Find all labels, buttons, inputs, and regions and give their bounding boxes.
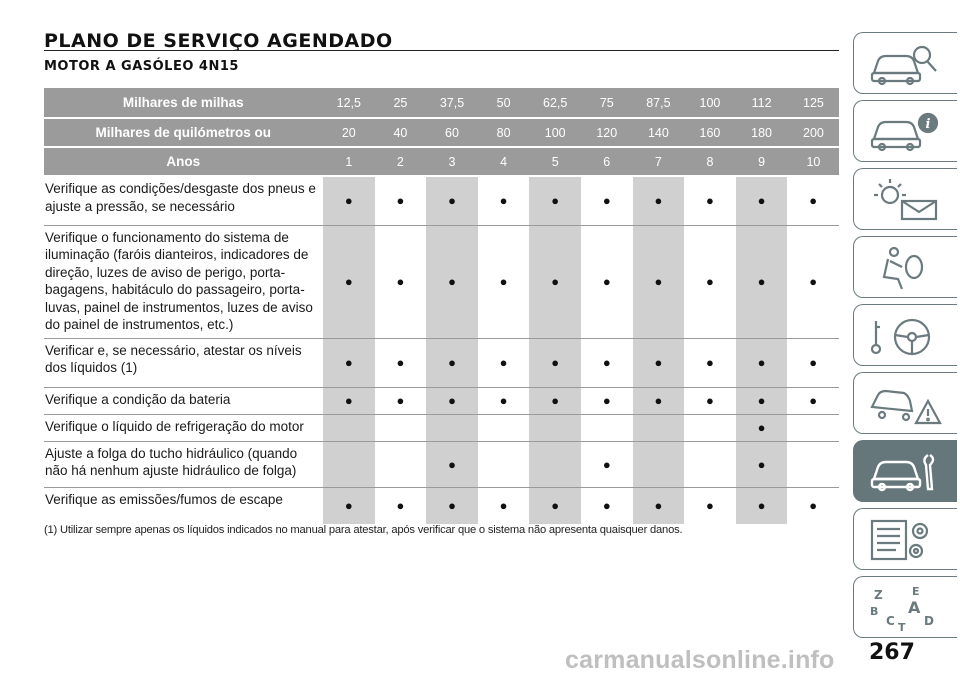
check-mark-cell: ●	[581, 338, 633, 387]
header-value: 80	[478, 118, 530, 147]
empty-cell	[323, 441, 375, 487]
check-mark-cell: ●	[787, 338, 839, 387]
check-mark-cell: ●	[581, 176, 633, 225]
check-mark-cell: ●	[529, 225, 581, 338]
check-mark-cell: ●	[426, 387, 478, 414]
check-mark-cell: ●	[736, 225, 788, 338]
title-rule	[44, 50, 839, 51]
check-mark-cell: ●	[787, 176, 839, 225]
check-mark-cell: ●	[736, 387, 788, 414]
header-value: 40	[375, 118, 427, 147]
check-mark-cell: ●	[375, 225, 427, 338]
check-mark-cell: ●	[633, 176, 685, 225]
table-row	[44, 414, 839, 441]
list-gears-icon	[868, 517, 944, 563]
svg-text:D: D	[924, 614, 934, 628]
header-value: 75	[581, 88, 633, 118]
seat-airbag-icon	[868, 245, 944, 291]
header-value: 87,5	[633, 88, 685, 118]
maintenance-schedule-table	[44, 88, 839, 524]
page-number: 267	[869, 640, 915, 665]
header-value: 7	[633, 147, 685, 176]
check-mark-cell: ●	[581, 225, 633, 338]
empty-cell	[633, 441, 685, 487]
header-value: 4	[478, 147, 530, 176]
alphabet-index-icon	[868, 585, 944, 631]
check-mark-cell: ●	[478, 338, 530, 387]
task-label: Verificar e, se necessário, atestar os níveis dos líquidos (1)	[44, 338, 323, 387]
table-row	[44, 441, 839, 487]
task-label: Verifique as emissões/fumos de escape	[44, 487, 323, 524]
header-label: Milhares de quilómetros ou	[44, 118, 323, 147]
tab-emergency[interactable]	[853, 372, 957, 434]
car-search-icon	[868, 41, 944, 87]
header-value: 1	[323, 147, 375, 176]
check-mark-cell: ●	[787, 487, 839, 524]
header-value: 12,5	[323, 88, 375, 118]
empty-cell	[787, 414, 839, 441]
check-mark-cell: ●	[529, 176, 581, 225]
check-mark-cell: ●	[736, 176, 788, 225]
warning-light-message-icon	[868, 177, 944, 223]
check-mark-cell: ●	[529, 487, 581, 524]
header-row	[44, 88, 839, 118]
tab-technical-data[interactable]	[853, 508, 957, 570]
key-steering-wheel-icon	[868, 313, 944, 359]
header-value: 160	[684, 118, 736, 147]
empty-cell	[529, 441, 581, 487]
empty-cell	[529, 414, 581, 441]
header-value: 200	[787, 118, 839, 147]
check-mark-cell: ●	[375, 176, 427, 225]
header-row	[44, 147, 839, 176]
check-mark-cell: ●	[426, 487, 478, 524]
check-mark-cell: ●	[581, 487, 633, 524]
task-label: Verifique as condições/desgaste dos pneus e ajuste a pressão, se necessário	[44, 176, 323, 225]
check-mark-cell: ●	[426, 225, 478, 338]
check-mark-cell: ●	[633, 338, 685, 387]
empty-cell	[478, 414, 530, 441]
empty-cell	[684, 414, 736, 441]
header-value: 6	[581, 147, 633, 176]
header-value: 10	[787, 147, 839, 176]
task-label: Verifique a condição da bateria	[44, 387, 323, 414]
check-mark-cell: ●	[787, 225, 839, 338]
tab-servicing[interactable]	[853, 440, 957, 502]
check-mark-cell: ●	[323, 338, 375, 387]
check-mark-cell: ●	[736, 338, 788, 387]
table-row	[44, 487, 839, 524]
svg-text:B: B	[870, 605, 879, 618]
check-mark-cell: ●	[633, 387, 685, 414]
header-value: 100	[529, 118, 581, 147]
empty-cell	[684, 441, 736, 487]
watermark: carmanualsonline.info	[565, 646, 835, 674]
check-mark-cell: ●	[684, 487, 736, 524]
check-mark-cell: ●	[529, 387, 581, 414]
check-mark-cell: ●	[529, 338, 581, 387]
table-row	[44, 176, 839, 225]
car-wrench-icon	[868, 449, 944, 495]
header-label: Anos	[44, 147, 323, 176]
tab-starting-driving[interactable]	[853, 304, 957, 366]
car-info-icon	[868, 109, 944, 155]
empty-cell	[787, 441, 839, 487]
header-value: 125	[787, 88, 839, 118]
empty-cell	[323, 414, 375, 441]
page-title: PLANO DE SERVIÇO AGENDADO	[44, 30, 393, 52]
empty-cell	[375, 441, 427, 487]
check-mark-cell: ●	[478, 487, 530, 524]
check-mark-cell: ●	[581, 441, 633, 487]
check-mark-cell: ●	[323, 225, 375, 338]
check-mark-cell: ●	[426, 441, 478, 487]
check-mark-cell: ●	[323, 387, 375, 414]
check-mark-cell: ●	[478, 176, 530, 225]
check-mark-cell: ●	[323, 487, 375, 524]
check-mark-cell: ●	[736, 414, 788, 441]
tab-car-search[interactable]	[853, 32, 957, 94]
empty-cell	[478, 441, 530, 487]
check-mark-cell: ●	[684, 387, 736, 414]
table-row	[44, 225, 839, 338]
task-label: Verifique o líquido de refrigeração do motor	[44, 414, 323, 441]
check-mark-cell: ●	[323, 176, 375, 225]
header-value: 8	[684, 147, 736, 176]
empty-cell	[426, 414, 478, 441]
header-value: 20	[323, 118, 375, 147]
task-label: Verifique o funcionamento do sistema de iluminação (faróis dianteiros, indicadores de direção, luzes de aviso de perigo, porta-bagagens, habitáculo do passageiro, porta-luvas, painel de instrumentos, luzes de aviso do painel de instrumentos, etc.)	[44, 225, 323, 338]
header-value: 5	[529, 147, 581, 176]
check-mark-cell: ●	[684, 225, 736, 338]
svg-text:Z: Z	[874, 588, 883, 602]
check-mark-cell: ●	[375, 387, 427, 414]
check-mark-cell: ●	[633, 225, 685, 338]
header-value: 180	[736, 118, 788, 147]
header-value: 62,5	[529, 88, 581, 118]
svg-text:C: C	[886, 614, 895, 628]
svg-text:i: i	[925, 117, 931, 132]
check-mark-cell: ●	[375, 338, 427, 387]
empty-cell	[375, 414, 427, 441]
header-value: 2	[375, 147, 427, 176]
svg-text:A: A	[908, 598, 921, 617]
check-mark-cell: ●	[478, 225, 530, 338]
empty-cell	[633, 414, 685, 441]
check-mark-cell: ●	[375, 487, 427, 524]
check-mark-cell: ●	[736, 441, 788, 487]
check-mark-cell: ●	[478, 387, 530, 414]
svg-text:T: T	[898, 621, 906, 631]
car-accident-warning-icon	[868, 381, 944, 427]
check-mark-cell: ●	[736, 487, 788, 524]
footnote: (1) Utilizar sempre apenas os líquidos indicados no manual para atestar, após verificar que o sistema não apresenta quaisquer danos.	[44, 524, 683, 536]
header-row	[44, 118, 839, 147]
table-row	[44, 387, 839, 414]
header-value: 140	[633, 118, 685, 147]
task-label: Ajuste a folga do tucho hidráulico (quando não há nenhum ajuste hidráulico de folga)	[44, 441, 323, 487]
check-mark-cell: ●	[426, 338, 478, 387]
page-subtitle: MOTOR A GASÓLEO 4N15	[44, 59, 239, 74]
header-value: 3	[426, 147, 478, 176]
check-mark-cell: ●	[581, 387, 633, 414]
table-row	[44, 338, 839, 387]
header-value: 25	[375, 88, 427, 118]
header-value: 60	[426, 118, 478, 147]
check-mark-cell: ●	[684, 338, 736, 387]
tab-index[interactable]	[853, 576, 957, 638]
svg-text:E: E	[912, 585, 920, 598]
tab-safety[interactable]	[853, 236, 957, 298]
header-value: 112	[736, 88, 788, 118]
header-value: 37,5	[426, 88, 478, 118]
tab-warning-lights[interactable]	[853, 168, 957, 230]
empty-cell	[581, 414, 633, 441]
header-value: 50	[478, 88, 530, 118]
check-mark-cell: ●	[787, 387, 839, 414]
check-mark-cell: ●	[633, 487, 685, 524]
check-mark-cell: ●	[684, 176, 736, 225]
header-value: 100	[684, 88, 736, 118]
check-mark-cell: ●	[426, 176, 478, 225]
header-label: Milhares de milhas	[44, 88, 323, 118]
tab-car-info[interactable]	[853, 100, 957, 162]
header-value: 120	[581, 118, 633, 147]
header-value: 9	[736, 147, 788, 176]
